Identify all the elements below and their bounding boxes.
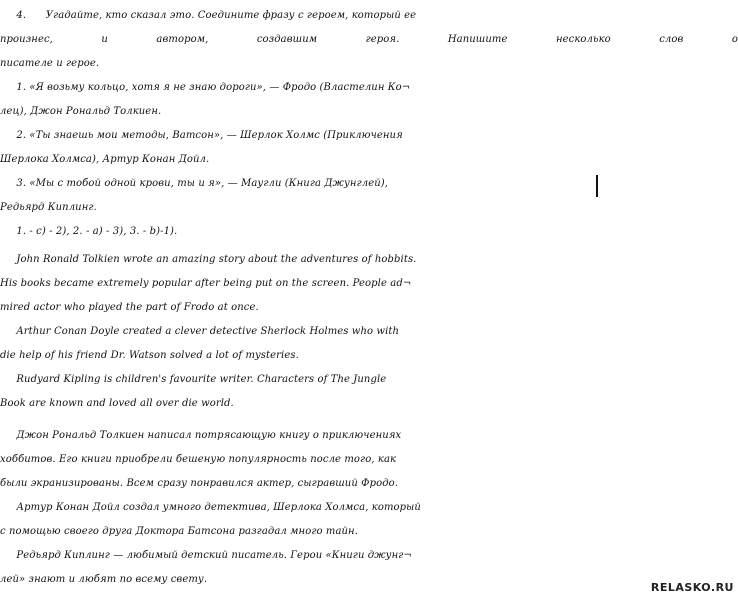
- text-cursor: [596, 175, 598, 197]
- text-line: 2. «Ты знаешь мои методы, Ватсон», — Шерлок Холмс (Приключения: [0, 130, 403, 141]
- text-line: 1. «Я возьму кольцо, хотя я не знаю дороги», — Фродо (Властелин Ко¬: [0, 82, 411, 93]
- text-line: 1. - с) - 2), 2. - а) - 3), 3. - b)-1).: [0, 226, 178, 237]
- text-line: Rudyard Kipling is children's favourite writer. Characters of The Jungle: [0, 374, 387, 385]
- text-line: с помощью своего друга Доктора Батсона разгадал много тайн.: [0, 526, 359, 537]
- text-line: die help of his friend Dr. Watson solved a lot of mysteries.: [0, 350, 299, 361]
- text-line: 3. «Мы с тобой одной крови, ты и я», — Маугли (Книга Джунглей),: [0, 178, 389, 189]
- watermark: RELASKO.RU: [650, 581, 734, 594]
- text-line: писателе и герое.: [0, 58, 100, 69]
- text-line: John Ronald Tolkien wrote an amazing story about the adventures of hobbits.: [0, 254, 417, 265]
- text-line: His books became extremely popular after being put on the screen. People ad¬: [0, 278, 412, 289]
- text-line: Редьярд Киплинг — любимый детский писатель. Герои «Книги джунг¬: [0, 550, 412, 561]
- text-line: Arthur Conan Doyle created a clever detective Sherlock Holmes who with: [0, 326, 400, 337]
- text-line: произнес, и автором, создавшим героя. Напишите несколько слов о: [0, 34, 738, 45]
- text-line: лец), Джон Рональд Толкиен.: [0, 106, 162, 117]
- text-line: Шерлока Холмса), Артур Конан Дойл.: [0, 154, 210, 165]
- text-line: Артур Конан Дойл создал умного детектива, Шерлока Холмса, который: [0, 502, 421, 513]
- text-line: лей» знают и любят по всему свету.: [0, 574, 208, 585]
- text-line: 4. Угадайте, кто сказал это. Соедините фразу с героем, который ее: [0, 10, 417, 21]
- text-line: хоббитов. Его книги приобрели бешеную популярность после того, как: [0, 454, 397, 465]
- text-line: были экранизированы. Всем сразу понравился актер, сыгравший Фродо.: [0, 478, 399, 489]
- text-line: mired actor who played the part of Frodo at once.: [0, 302, 259, 313]
- text-line: Book are known and loved all over die world.: [0, 398, 234, 409]
- text-line: Редьярд Киплинг.: [0, 202, 97, 213]
- text-line: Джон Рональд Толкиен написал потрясающую книгу о приключениях: [0, 430, 402, 441]
